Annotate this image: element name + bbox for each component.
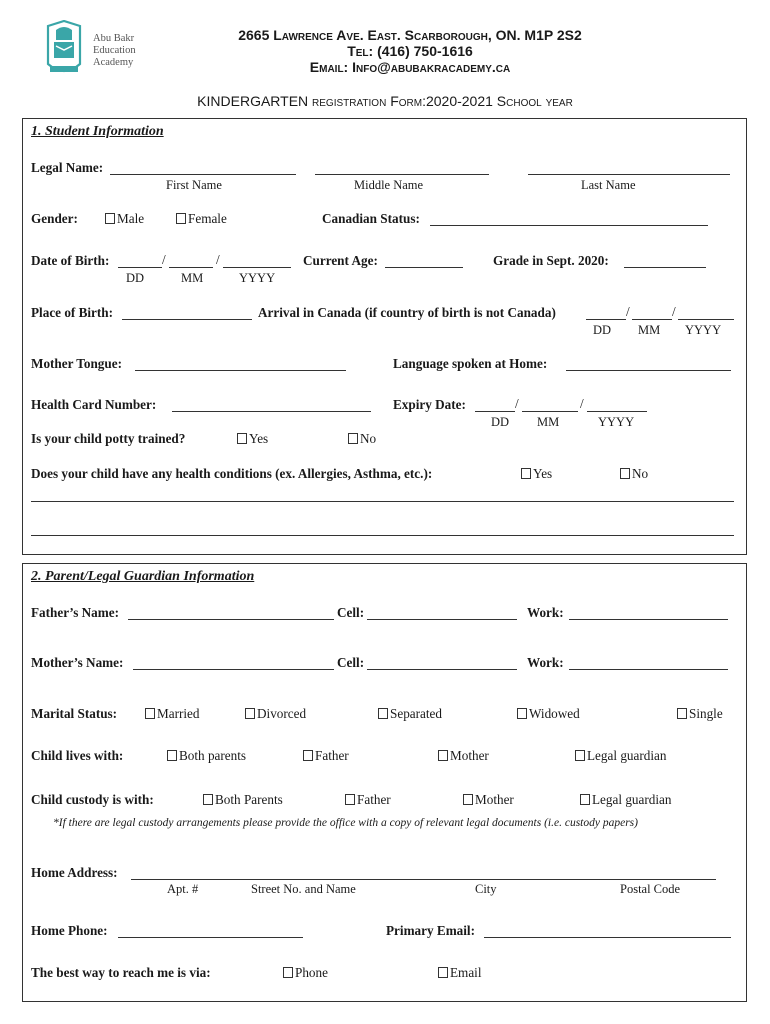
language-home-label: Language spoken at Home: [393,356,548,371]
lives-mother-label: Mother [450,748,489,763]
school-phone: Tel: (416) 750-1616 [347,43,473,59]
health-conditions-line-1[interactable] [31,501,734,502]
health-conditions-label: Does your child have any health conditions (ex. Allergies, Asthma, etc.): [31,466,433,481]
gender-label: Gender: [31,211,78,226]
school-address: 2665 Lawrence Ave. East. Scarborough, ON. M1P 2S2 [238,27,582,43]
middle-name-field[interactable] [315,174,489,175]
expiry-separator: / [580,396,584,411]
city-caption: City [475,882,497,896]
health-conditions-no-label: No [632,466,649,481]
father-name-label: Father’s Name: [31,605,119,620]
dob-separator: / [216,252,220,267]
expiry-dd-caption: DD [491,415,510,429]
expiry-yyyy-caption: YYYY [598,415,635,429]
checkbox-icon [303,750,313,761]
checkbox-icon [283,967,293,978]
lives-both-parents-label: Both parents [179,748,247,763]
custody-guardian-checkbox[interactable] [580,792,671,808]
home-phone-label: Home Phone: [31,923,108,938]
dob-label: Date of Birth: [31,253,110,268]
language-home-field[interactable] [566,370,731,371]
shield-icon [44,20,84,80]
father-name-field[interactable] [128,619,334,620]
postal-code-caption: Postal Code [620,882,681,896]
checkbox-icon [145,708,155,719]
potty-no-checkbox[interactable] [348,431,376,447]
widowed-label: Widowed [529,706,580,721]
health-card-label: Health Card Number: [31,397,157,412]
checkbox-icon [176,213,186,224]
mother-work-label: Work: [527,655,564,670]
place-of-birth-field[interactable] [122,319,252,320]
married-label: Married [157,706,200,721]
contact-email-checkbox[interactable] [438,965,482,981]
widowed-checkbox[interactable] [517,706,580,722]
checkbox-icon [167,750,177,761]
separated-label: Separated [390,706,442,721]
parent-section-title: 2. Parent/Legal Guardian Information [31,569,255,584]
canadian-status-field[interactable] [430,225,708,226]
first-name-caption: First Name [166,178,222,192]
student-section-title: 1. Student Information [31,124,164,139]
street-caption: Street No. and Name [251,882,356,896]
health-conditions-yes-checkbox[interactable] [521,466,552,482]
separated-checkbox[interactable] [378,706,442,722]
lives-with-label: Child lives with: [31,748,124,763]
lives-father-checkbox[interactable] [303,748,349,764]
best-way-label: The best way to reach me is via: [31,965,211,980]
dob-separator: / [162,252,166,267]
custody-father-label: Father [357,792,391,807]
checkbox-icon [438,967,448,978]
custody-father-checkbox[interactable] [345,792,391,808]
last-name-caption: Last Name [581,178,636,192]
single-label: Single [689,706,723,721]
canadian-status-label: Canadian Status: [322,211,420,226]
divorced-checkbox[interactable] [245,706,306,722]
custody-both-label: Both Parents [215,792,283,807]
checkbox-icon [348,433,358,444]
checkbox-icon [237,433,247,444]
single-checkbox[interactable] [677,706,723,722]
expiry-day-field[interactable] [475,411,515,412]
checkbox-icon [203,794,213,805]
mother-work-field[interactable] [569,669,728,670]
place-of-birth-label: Place of Birth: [31,305,114,320]
female-checkbox[interactable] [176,211,227,227]
middle-name-caption: Middle Name [354,178,424,192]
marital-status-label: Marital Status: [31,706,118,721]
potty-yes-label: Yes [249,431,269,446]
health-card-field[interactable] [172,411,371,412]
father-cell-label: Cell: [337,605,365,620]
lives-guardian-checkbox[interactable] [575,748,666,764]
custody-mother-label: Mother [475,792,514,807]
arrival-year-field[interactable] [678,319,734,320]
health-conditions-yes-label: Yes [533,466,553,481]
primary-email-label: Primary Email: [386,923,475,938]
custody-label: Child custody is with: [31,792,154,807]
expiry-month-field[interactable] [522,411,578,412]
checkbox-icon [345,794,355,805]
custody-guardian-label: Legal guardian [592,792,672,807]
mother-cell-label: Cell: [337,655,365,670]
married-checkbox[interactable] [145,706,199,722]
arrival-month-field[interactable] [632,319,672,320]
checkbox-icon [245,708,255,719]
arrival-yyyy-caption: YYYY [685,323,722,337]
checkbox-icon [378,708,388,719]
contact-email-label: Email [450,965,482,980]
current-age-field[interactable] [385,267,463,268]
home-address-label: Home Address: [31,865,118,880]
first-name-field[interactable] [110,174,296,175]
mother-tongue-field[interactable] [135,370,346,371]
female-label: Female [188,211,227,226]
dob-year-field[interactable] [223,267,291,268]
dob-month-field[interactable] [169,267,213,268]
lives-father-label: Father [315,748,349,763]
checkbox-icon [463,794,473,805]
arrival-label: Arrival in Canada (if country of birth is not Canada) [258,305,556,320]
primary-email-field[interactable] [484,937,731,938]
checkbox-icon [105,213,115,224]
mother-tongue-label: Mother Tongue: [31,356,122,371]
expiry-year-field[interactable] [587,411,647,412]
arrival-separator: / [672,304,676,319]
male-label: Male [117,211,145,226]
lives-mother-checkbox[interactable] [438,748,489,764]
father-cell-field[interactable] [367,619,517,620]
contact-phone-checkbox[interactable] [283,965,328,981]
health-conditions-no-checkbox[interactable] [620,466,648,482]
custody-both-checkbox[interactable] [203,792,283,808]
custody-mother-checkbox[interactable] [463,792,514,808]
mother-name-field[interactable] [133,669,334,670]
health-conditions-line-2[interactable] [31,535,734,536]
logo-name-line1: Abu Bakr [93,33,135,44]
academy-logo [44,20,144,82]
potty-trained-label: Is your child potty trained? [31,431,186,446]
checkbox-icon [677,708,687,719]
logo-name-line3: Academy [93,57,134,68]
school-email: Email: Info@abubakracademy.ca [309,59,511,75]
checkbox-icon [575,750,585,761]
arrival-day-field[interactable] [586,319,626,320]
expiry-mm-caption: MM [537,415,560,429]
dob-day-field[interactable] [118,267,162,268]
divorced-label: Divorced [257,706,307,721]
arrival-mm-caption: MM [638,323,661,337]
expiry-label: Expiry Date: [393,397,466,412]
grade-label: Grade in Sept. 2020: [493,253,609,268]
expiry-separator: / [515,396,519,411]
potty-yes-checkbox[interactable] [237,431,268,447]
last-name-field[interactable] [528,174,730,175]
mother-cell-field[interactable] [367,669,517,670]
checkbox-icon [517,708,527,719]
father-work-field[interactable] [569,619,728,620]
checkbox-icon [620,468,630,479]
checkbox-icon [521,468,531,479]
checkbox-icon [580,794,590,805]
home-phone-field[interactable] [118,937,303,938]
arrival-dd-caption: DD [593,323,612,337]
grade-field[interactable] [624,267,706,268]
custody-note: *If there are legal custody arrangements please provide the office with a copy of relevant legal documents (i.e. custody papers) [53,817,638,829]
legal-name-label: Legal Name: [31,160,104,175]
arrival-separator: / [626,304,630,319]
dob-mm-caption: MM [181,271,204,285]
lives-both-parents-checkbox[interactable] [167,748,246,764]
dob-yyyy-caption: YYYY [239,271,276,285]
mother-name-label: Mother’s Name: [31,655,124,670]
apt-caption: Apt. # [167,882,199,896]
dob-dd-caption: DD [126,271,145,285]
male-checkbox[interactable] [105,211,144,227]
contact-phone-label: Phone [295,965,328,980]
current-age-label: Current Age: [303,253,378,268]
logo-name-line2: Education [93,45,136,56]
potty-no-label: No [360,431,377,446]
lives-guardian-label: Legal guardian [587,748,667,763]
father-work-label: Work: [527,605,564,620]
checkbox-icon [438,750,448,761]
home-address-field[interactable] [131,879,716,880]
form-title: KINDERGARTEN registration Form:2020-2021 School year [197,93,573,109]
